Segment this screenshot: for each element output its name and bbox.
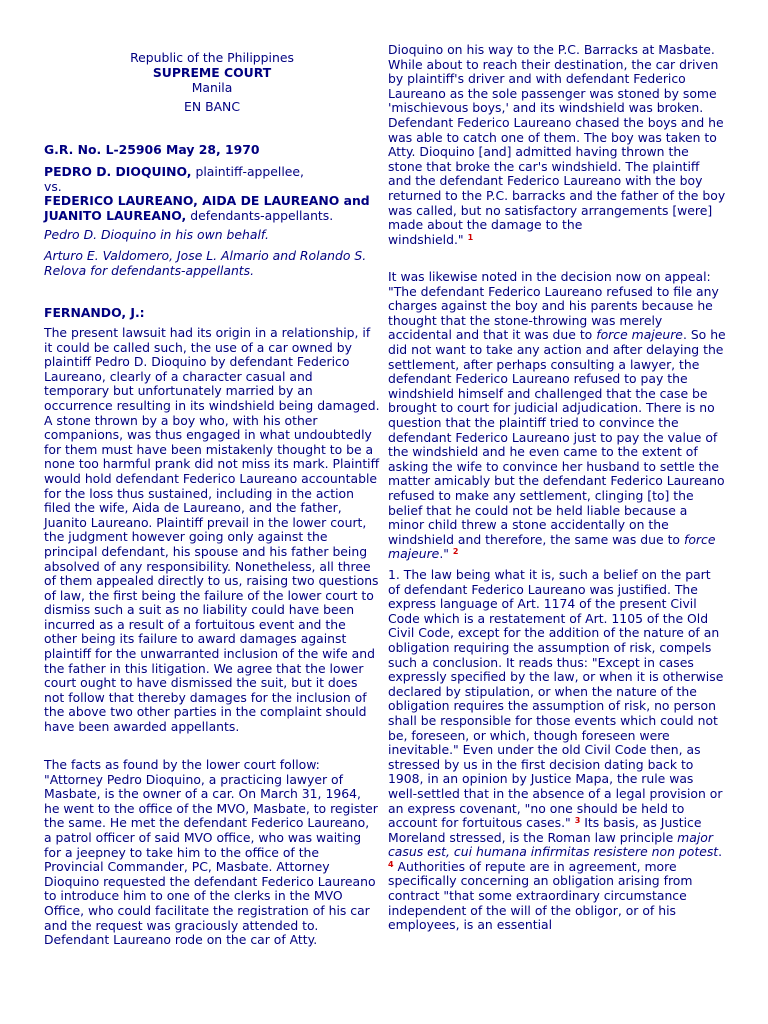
paragraph-4-text-a: It was likewise noted in the decision now on appeal: "The defendant Federico Laureano refused to file any charges against the boy and his parents because he thought that the stone-throwing was merely accidental and that it was due to: [388, 269, 719, 343]
plaintiff-name: PEDRO D. DIOQUINO,: [44, 164, 192, 179]
footnote-ref-4[interactable]: 4: [388, 859, 394, 869]
paragraph-4-italic-1: force majeure: [596, 327, 683, 343]
paragraph-4-text-c: .": [439, 546, 449, 562]
paragraph-4-text-b: . So he did not want to take any action and after delaying the settlement, after perhaps consulting a lawyer, the defendant Federico Laureano refused to pay the windshield himself and challenged that the case be brought to court for judicial adjudication. There is no question that the plaintiff tried to convince the defendant Federico Laureano just to pay the value of the windshield and he even came to the extent of asking the wife to convince her husband to settle the matter amicably but the defendant Federico Laureano refused to make any settlement, clinging [to] the belief that he could not be held liable because a minor child threw a stone accidentally on the windshield and therefore, the same was due to: [388, 327, 726, 547]
paragraph-5: [388, 568, 726, 933]
defendants-names-line1: FEDERICO LAUREANO, AIDA DE LAUREANO and: [44, 193, 370, 209]
footnote-ref-3[interactable]: 3: [574, 816, 581, 826]
paragraph-3: [388, 43, 726, 247]
case-parties: [44, 165, 384, 223]
paragraph-4: [388, 270, 726, 562]
counsel-plaintiff: Pedro D. Dioquino in his own behalf.: [44, 227, 269, 242]
defendants-line2: [44, 209, 384, 224]
counsel-defendants: Arturo E. Valdomero, Jose L. Almario and Rolando S. Relova for defendants-appellants.: [44, 248, 367, 278]
footnote-ref-2[interactable]: 2: [452, 547, 459, 557]
court-city: Manila: [191, 80, 233, 95]
paragraph-3-text: Dioquino on his way to the P.C. Barracks at Masbate. While about to reach their destination, the car driven by plaintiff's driver and with defendant Federico Laureano as the sole passenger was stoned by some 'mischievous boys,' and its windshield was broken. Defendant Federico Laureano chased the boys and he was able to catch one of them. The boy was taken to Atty. Dioquino [and] admitted having thrown the stone that broke the car's windshield. The plaintiff and the defendant Federico Laureano with the boy returned to the P.C. barracks and the father of the boy was called, but no satisfactory arrangements [were] made about the damage to the: [388, 42, 726, 233]
paragraph-5-text-c: .: [718, 844, 723, 860]
paragraph-5-text-d: Authorities of repute are in agreement, more specifically concerning an obligation arising from contract "that some extraordinary circumstance independent of the will of the obligor, or of his employees, is an essential: [388, 858, 693, 933]
court-name: SUPREME COURT: [152, 65, 272, 80]
case-number: G.R. No. L-25906 May 28, 1970: [44, 142, 260, 157]
republic-label: Republic of the Philippines: [130, 50, 294, 65]
versus-label: vs.: [44, 178, 62, 194]
paragraph-5-text-b: Its basis, as Justice Moreland stressed, is the Roman law principle: [388, 815, 702, 845]
paragraph-1: The present lawsuit had its origin in a relationship, if it could be called such, the use of a car owned by plaintiff Pedro D. Dioquino by defendant Federico Laureano, clearly of a character casual and temporary but unfortunately married by an occurrence resulting in its windshield being damaged. A stone thrown by a boy who, with his other companions, was thus engaged in what undoubtedly for them must have been mistakenly thought to be a none too harmful prank did not miss its mark. Plaintiff would hold defendant Federico Laureano accountable for the loss thus sustained, including in the action filed the wife, Aida de Laureano, and the father, Juanito Laureano. Plaintiff prevail in the lower court, the judgment however going only against the principal defendant, his spouse and his father being absolved of any responsibility. Nonetheless, all three of them appealed directly to us, raising two questions of law, the first being the failure of the lower court to dismiss such a suit as no liability could have been incurred as a result of a fortuitous event and the other being its failure to award damages against plaintiff for the unwarranted inclusion of the wife and the father in this litigation. We agree that the lower court ought to have dismissed the suit, but it does not follow that thereby damages for the inclusion of the above two other parties in the complaint should have been awarded appellants.: [44, 325, 380, 735]
paragraph-3-end: windshield.": [388, 231, 464, 247]
footnote-ref-1[interactable]: 1: [467, 232, 474, 242]
paragraph-2: The facts as found by the lower court follow: "Attorney Pedro Dioquino, a practicing lawyer of Masbate, is the owner of a car. On March 31, 1964, he went to the office of the MVO, Masbate, to register the same. He met the defendant Federico Laureano, a patrol officer of said MVO office, who was waiting for a jeepney to take him to the office of the Provincial Commander, PC, Masbate. Attorney Dioquino requested the defendant Federico Laureano to introduce him to one of the clerks in the MVO Office, who could facilitate the registration of his car and the request was graciously attended to. Defendant Laureano rode on the car of Atty.: [44, 757, 378, 948]
latin-phrase: major casus est, cui humana infirmitas resistere non potest: [388, 829, 719, 860]
ponente: FERNANDO, J.:: [44, 305, 145, 320]
division-label: EN BANC: [184, 99, 240, 114]
plaintiff-role: plaintiff-appellee,: [195, 164, 304, 179]
defendants-names-line2: JUANITO LAUREANO,: [44, 207, 187, 223]
paragraph-4-italic-2: force majeure: [388, 531, 716, 562]
paragraph-5-text-a: 1. The law being what it is, such a belief on the part of defendant Federico Laureano was justified. The express language of Art. 1174 of the present Civil Code which is a restatement of Art. 1105 of the Old Civil Code, except for the addition of the nature of an obligation requiring the assumption of risk, compels such a conclusion. It reads thus: "Except in cases expressly specified by the law, or when it is otherwise declared by stipulation, or when the nature of the obligation requires the assumption of risk, no person shall be responsible for those events which could not be, foreseen, or which, though foreseen were inevitable." Even under the old Civil Code then, as stressed by us in the first decision dating back to 1908, in an opinion by Justice Mapa, the rule was well-settled that in the absence of a legal provision or an express covenant, "no one should be held to account for fortuitous cases.": [388, 567, 724, 831]
defendants-role: defendants-appellants.: [190, 207, 334, 223]
plaintiff-line: [44, 165, 384, 180]
